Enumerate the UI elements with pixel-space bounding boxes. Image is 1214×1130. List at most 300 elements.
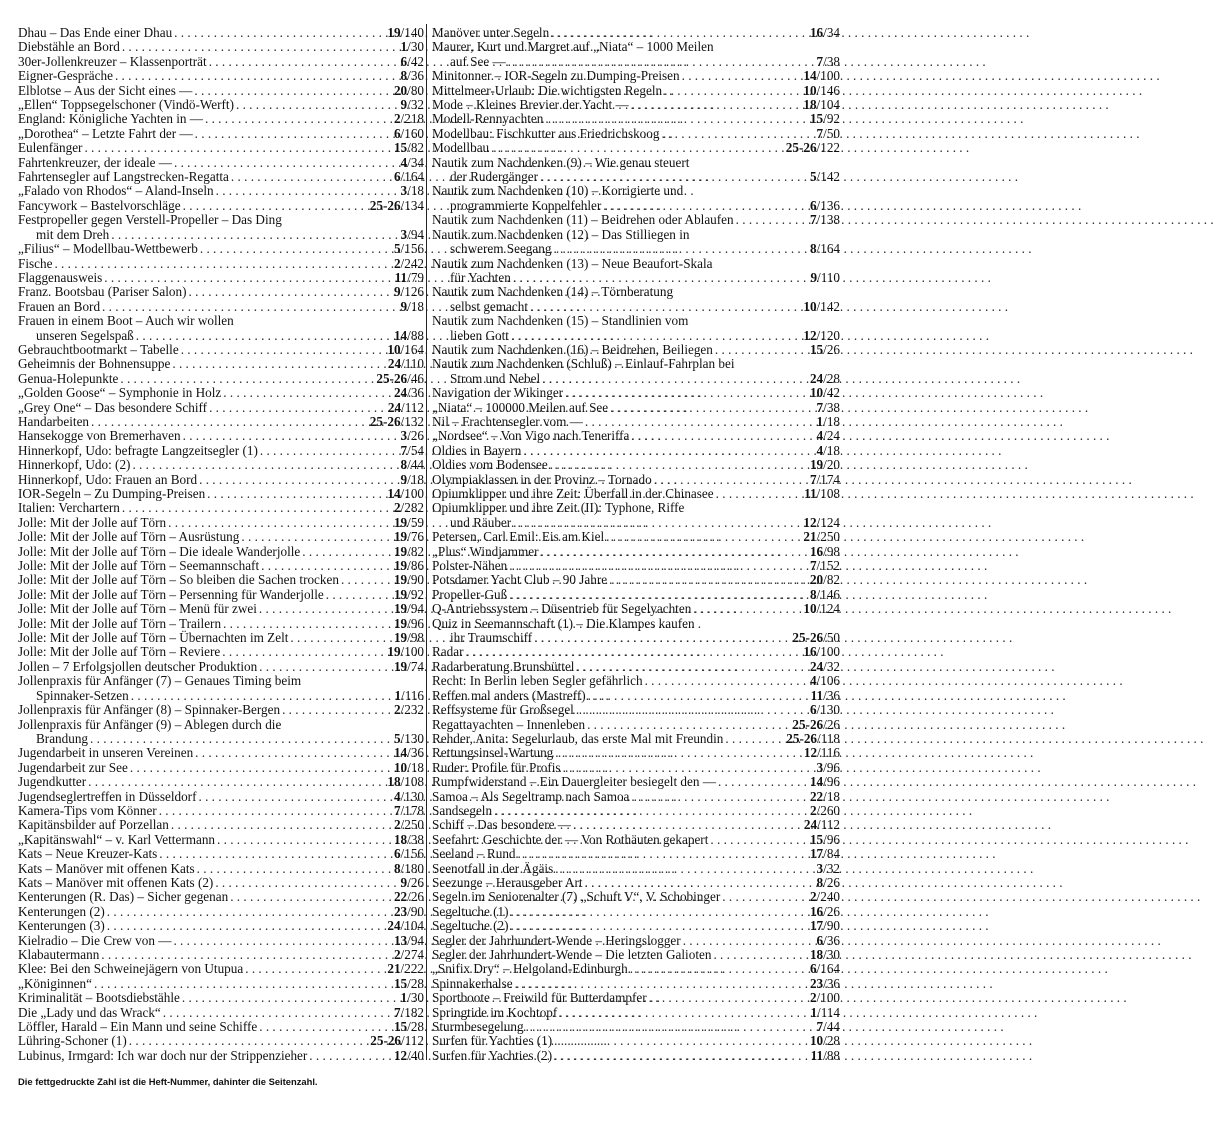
issue-page-ref <box>810 343 840 357</box>
issue-page-ref <box>394 588 424 602</box>
entry-title: Nautik zum Nachdenken (15) – Standlinien vom <box>432 313 689 329</box>
dot-leader <box>509 329 803 343</box>
entry-title: lieben Gott <box>450 327 509 343</box>
separator: / <box>823 759 827 775</box>
separator: / <box>823 25 827 40</box>
issue-number: 23 <box>393 903 408 919</box>
index-entry <box>18 516 424 530</box>
page-number: 274 <box>404 947 424 962</box>
index-entry <box>18 1006 424 1020</box>
separator: / <box>407 586 411 602</box>
page-number: 282 <box>404 500 424 516</box>
dot-leader <box>193 127 394 141</box>
separator: / <box>817 1004 821 1020</box>
page-number: 90 <box>410 572 424 588</box>
entry-title: Rettungsinsel-Wartung <box>432 745 554 761</box>
separator: / <box>817 269 821 285</box>
entry-title: Propeller-Guß <box>432 586 508 602</box>
issue-number: 20 <box>809 572 824 588</box>
separator: / <box>407 183 411 199</box>
issue-page-ref <box>817 862 840 876</box>
index-entry <box>432 386 840 400</box>
issue-number: 25-26 <box>786 730 818 746</box>
page-number: 138 <box>820 212 840 228</box>
entry-title: Modellbau <box>432 140 490 156</box>
page-number: 26 <box>410 874 424 890</box>
issue-number: 6 <box>393 846 401 862</box>
page-number: 96 <box>826 831 840 847</box>
dot-leader <box>157 847 394 861</box>
page-number: 140 <box>404 25 424 40</box>
dot-leader <box>629 429 816 443</box>
issue-number: 2 <box>393 500 401 516</box>
separator: / <box>816 529 821 545</box>
page-number: 136 <box>820 197 840 213</box>
entry-title: Jolle: Mit der Jolle auf Törn – Persenning für Wanderjolle <box>18 586 324 602</box>
issue-page-ref <box>370 1034 424 1048</box>
page-number: 26 <box>410 428 424 444</box>
index-entry <box>18 257 424 271</box>
dot-leader <box>203 112 394 126</box>
entry-title: Manöver unter Segeln <box>432 25 550 40</box>
page-number: 134 <box>404 197 424 213</box>
issue-page-ref <box>810 199 840 213</box>
issue-page-ref <box>394 689 424 703</box>
entry-title: „Golden Goose“ – Symphonie in Holz <box>18 385 222 401</box>
entry-title: Hinnerkopf, Udo: befragte Langzeitsegler (1) <box>18 442 258 458</box>
page-number: 112 <box>404 1033 424 1049</box>
index-entry <box>432 934 840 948</box>
issue-number: 17 <box>809 918 824 934</box>
page-number: 24 <box>826 428 840 444</box>
issue-page-ref <box>810 660 840 674</box>
separator: / <box>407 1047 411 1063</box>
issue-number: 8 <box>400 457 408 473</box>
index-entry <box>432 833 840 847</box>
page-number: 164 <box>820 241 840 257</box>
dot-leader <box>680 69 804 83</box>
issue-number: 25-26 <box>792 716 824 732</box>
page-number: 79 <box>410 269 424 285</box>
index-entry <box>432 40 840 69</box>
index-entry <box>432 645 840 659</box>
issue-number: 3 <box>816 759 824 775</box>
separator: / <box>400 1004 405 1020</box>
issue-number: 25-26 <box>376 370 408 386</box>
page-number: 174 <box>820 471 840 487</box>
page-number: 18 <box>410 183 424 199</box>
index-entry <box>18 487 424 501</box>
entry-title: Jugendarbeit in unseren Vereinen <box>18 745 194 761</box>
issue-number: 14 <box>803 68 817 84</box>
page-number: 94 <box>410 601 424 617</box>
entry-title: „Dorothea“ – Letzte Fahrt der –– <box>18 125 193 141</box>
entry-title: Segeltuche (1) <box>432 903 509 919</box>
issue-number: 14 <box>393 327 408 343</box>
separator: / <box>400 846 405 862</box>
dot-leader <box>257 660 394 674</box>
page-number: 50 <box>826 630 840 646</box>
index-entry <box>18 300 424 314</box>
page-number: 96 <box>826 774 840 790</box>
issue-number: 12 <box>393 1047 408 1063</box>
page-number: 28 <box>826 1033 840 1049</box>
issue-number: 24 <box>387 399 402 415</box>
separator: / <box>816 802 821 818</box>
separator: / <box>823 442 827 458</box>
index-entry <box>432 401 840 415</box>
page-number: 104 <box>404 918 424 934</box>
entry-title: Kats – Neue Kreuzer-Kats <box>18 846 158 862</box>
issue-number: 6 <box>393 125 401 141</box>
index-entry <box>432 703 840 717</box>
issue-number: 6 <box>809 197 817 213</box>
separator: / <box>816 327 821 343</box>
issue-page-ref <box>817 415 840 429</box>
dot-leader <box>629 98 804 112</box>
issue-page-ref <box>370 415 424 429</box>
dot-leader <box>239 530 394 544</box>
entry-title: Nautik zum Nachdenken (9) – Wie genau steuert <box>432 154 690 170</box>
page-number: 178 <box>404 802 424 818</box>
separator: / <box>823 1047 827 1063</box>
entry-title: Oldies in Bayern <box>432 442 522 458</box>
issue-page-ref <box>803 300 840 314</box>
index-entry <box>18 761 424 775</box>
page-number: 100 <box>404 644 424 660</box>
page-number: 100 <box>404 486 424 501</box>
dot-leader <box>205 487 387 501</box>
index-entry <box>18 1020 424 1034</box>
issue-page-ref <box>811 689 840 703</box>
dot-leader <box>52 257 394 271</box>
page-number: 156 <box>404 241 424 257</box>
dot-leader <box>128 761 394 775</box>
page-number: 44 <box>410 457 424 473</box>
dot-leader <box>215 833 394 847</box>
issue-number: 16 <box>809 543 824 559</box>
issue-number: 9 <box>400 874 408 890</box>
entry-title: Jollen – 7 Erfolgsjollen deutscher Produktion <box>18 658 258 674</box>
dot-leader <box>179 343 388 357</box>
index-entry <box>432 905 840 919</box>
index-entry <box>432 112 840 126</box>
dot-leader <box>99 948 394 962</box>
entry-title: „Plus“ Windjammer <box>432 543 539 559</box>
entry-title: Rumpfwiderstand – Ein Dauergleiter besiegelt den –– <box>432 774 716 790</box>
index-entry <box>432 674 840 688</box>
index-entry <box>432 213 840 227</box>
dot-leader <box>543 112 810 126</box>
issue-number: 4 <box>816 428 824 444</box>
issue-page-ref <box>394 761 424 775</box>
dot-leader <box>585 718 792 732</box>
issue-number: 25-26 <box>785 140 817 156</box>
issue-page-ref <box>811 1049 840 1063</box>
index-entry <box>432 660 840 674</box>
issue-number: 4 <box>400 154 408 170</box>
dot-leader <box>489 141 786 155</box>
entry-title: „Snifix Dry“ – Helgoland-Edinburgh <box>432 961 628 977</box>
index-entry <box>18 285 424 299</box>
issue-page-ref <box>810 991 840 1005</box>
separator: / <box>400 111 405 127</box>
entry-title: Modell-Rennyachten <box>432 111 544 127</box>
page-number: 96 <box>410 615 424 631</box>
separator: / <box>823 341 827 357</box>
issue-number: 14 <box>393 745 408 761</box>
entry-title: Fahrtenkreuzer, der ideale –– <box>18 154 172 170</box>
page-number: 100 <box>820 644 840 660</box>
page-number: 126 <box>404 284 424 300</box>
issue-number: 19 <box>393 586 408 602</box>
entry-title: „Falado von Rhodos“ – Aland-Inseln <box>18 183 214 199</box>
entry-title: Petersen, Carl Emil: Eis am Kiel <box>432 529 605 545</box>
issue-page-ref <box>394 530 424 544</box>
index-entry <box>432 357 840 386</box>
index-entry <box>18 386 424 400</box>
entry-title: Italien: Verchartern <box>18 500 120 516</box>
entry-title: Hinnerkopf, Udo: Frauen an Bord <box>18 471 198 487</box>
index-entry <box>432 487 840 501</box>
index-entry <box>18 977 424 991</box>
entry-title: Radar <box>432 644 464 660</box>
dot-leader <box>561 761 817 775</box>
separator: / <box>823 932 827 948</box>
dot-leader <box>243 962 387 976</box>
dot-leader <box>105 905 394 919</box>
issue-number: 19 <box>387 644 401 660</box>
entry-title: Geheimnis der Bohnensuppe <box>18 356 171 372</box>
index-entry <box>18 501 424 515</box>
page-number: 250 <box>404 817 424 833</box>
issue-number: 13 <box>393 932 408 948</box>
index-entry <box>18 98 424 112</box>
issue-page-ref <box>394 127 424 141</box>
page-number: 142 <box>820 298 840 314</box>
entry-title: Mittelmeer-Urlaub: Die wichtigsten Regeln <box>432 82 663 98</box>
dot-leader <box>120 40 401 54</box>
page-number: 80 <box>410 82 424 98</box>
issue-number: 23 <box>809 975 824 991</box>
separator: / <box>407 932 411 948</box>
issue-number: 19 <box>393 514 408 530</box>
issue-page-ref <box>803 329 840 343</box>
separator: / <box>401 687 405 703</box>
page-number: 84 <box>826 846 840 862</box>
index-entry <box>432 228 840 257</box>
issue-page-ref <box>810 790 840 804</box>
index-entry <box>432 69 840 83</box>
issue-page-ref <box>394 242 424 256</box>
page-number: 32 <box>826 860 840 876</box>
issue-page-ref <box>394 890 424 904</box>
entry-title: Nautik zum Nachdenken (10) – Korrigierte und <box>432 183 684 199</box>
separator: / <box>407 630 411 646</box>
index-entry <box>18 357 424 371</box>
page-number: 42 <box>826 385 840 401</box>
issue-number: 1 <box>400 990 408 1006</box>
issue-number: 7 <box>809 471 817 487</box>
separator: / <box>823 125 827 141</box>
column-divider <box>426 24 427 1060</box>
dot-leader <box>181 199 370 213</box>
issue-page-ref <box>394 1049 424 1063</box>
separator: / <box>816 673 821 689</box>
dot-leader <box>647 991 810 1005</box>
page-number: 44 <box>826 1019 840 1035</box>
dot-leader <box>234 98 401 112</box>
issue-number: 10 <box>809 1033 824 1049</box>
index-entry <box>432 718 840 732</box>
separator: / <box>816 644 821 660</box>
index-entry <box>18 1034 424 1048</box>
index-entry <box>18 602 424 616</box>
issue-page-ref <box>401 444 424 458</box>
page-number: 36 <box>410 745 424 761</box>
dot-leader <box>532 631 792 645</box>
page-number: 110 <box>404 356 424 372</box>
issue-number: 21 <box>803 529 817 545</box>
issue-number: 14 <box>809 774 824 790</box>
issue-number: 11 <box>810 1047 824 1063</box>
issue-page-ref <box>803 516 840 530</box>
dot-leader <box>258 444 401 458</box>
page-number: 182 <box>404 1004 424 1020</box>
entry-title: Nautik zum Nachdenken (16) – Beidrehen, Beiliegen <box>432 341 713 357</box>
separator: / <box>817 730 821 746</box>
separator: / <box>817 745 821 761</box>
page-number: 130 <box>404 730 424 746</box>
issue-number: 8 <box>809 241 817 257</box>
separator: / <box>400 961 405 977</box>
index-entry <box>432 84 840 98</box>
separator: / <box>400 25 405 40</box>
index-entry <box>432 862 840 876</box>
issue-number: 20 <box>393 82 408 98</box>
separator: / <box>407 471 411 487</box>
issue-number: 6 <box>809 702 817 718</box>
entry-title: Nil – Frachtensegler vom –– <box>432 413 583 429</box>
page-number: 36 <box>410 385 424 401</box>
page-number: 98 <box>826 543 840 559</box>
issue-number: 8 <box>393 860 401 876</box>
issue-page-ref <box>394 703 424 717</box>
separator: / <box>816 514 821 530</box>
dot-leader <box>280 703 394 717</box>
index-entry <box>18 40 424 54</box>
separator: / <box>407 990 411 1006</box>
index-entry <box>18 84 424 98</box>
entry-title: Klee: Bei den Schweinejägern von Utupua <box>18 961 244 977</box>
issue-number: 1 <box>394 687 402 703</box>
issue-page-ref <box>376 372 424 386</box>
dot-leader <box>539 545 810 559</box>
issue-page-ref <box>394 977 424 991</box>
issue-page-ref <box>387 775 424 789</box>
separator: / <box>407 572 411 588</box>
entry-title: Nautik zum Nachdenken (13) – Neue Beaufort-Skala <box>432 255 713 271</box>
entry-title: Rehder, Anita: Segelurlaub, das erste Mal mit Freundin <box>432 730 724 746</box>
dot-leader <box>171 934 394 948</box>
dot-leader <box>540 372 810 386</box>
index-entry <box>432 184 840 213</box>
entry-title: unseren Segelspaß <box>36 327 134 343</box>
entry-title: Reffsysteme für Großsegel <box>432 702 574 718</box>
dot-leader <box>574 660 809 674</box>
dot-leader <box>538 170 810 184</box>
entry-title: Jolle: Mit der Jolle auf Törn – So bleiben die Sachen trocken <box>18 572 339 588</box>
separator: / <box>400 255 405 271</box>
issue-number: 6 <box>809 961 817 977</box>
separator: / <box>400 918 405 934</box>
separator: / <box>407 68 411 84</box>
entry-title: Diebstähle an Bord <box>18 39 120 55</box>
issue-page-ref <box>401 473 424 487</box>
dot-leader <box>257 1020 394 1034</box>
issue-page-ref <box>394 732 424 746</box>
page-number: 36 <box>826 975 840 991</box>
index-entry <box>18 401 424 415</box>
page-number: 26 <box>826 903 840 919</box>
page-number: 250 <box>820 529 840 545</box>
index-entry <box>432 617 840 646</box>
dot-leader <box>553 862 816 876</box>
entry-title: Jolle: Mit der Jolle auf Törn – Übernachten im Zelt <box>18 630 289 646</box>
separator: / <box>407 39 411 55</box>
issue-page-ref <box>817 429 840 443</box>
dot-leader <box>288 631 394 645</box>
entry-title: Kamera-Tips vom Könner <box>18 802 157 818</box>
entry-title: „Grey One“ – Das besondere Schiff <box>18 399 208 415</box>
page-number: 242 <box>404 255 424 271</box>
page-number: 100 <box>820 990 840 1006</box>
index-entry <box>432 977 840 991</box>
issue-page-ref <box>394 501 424 515</box>
entry-title: Frauen an Bord <box>18 298 101 314</box>
separator: / <box>823 831 827 847</box>
entry-title: Kenterungen (2) <box>18 903 105 919</box>
separator: / <box>407 140 411 156</box>
separator: / <box>823 687 827 703</box>
issue-page-ref <box>810 703 840 717</box>
index-entry <box>18 718 424 747</box>
issue-page-ref <box>395 271 424 285</box>
entry-title: mit dem Dreh <box>36 226 110 242</box>
index-entry <box>432 545 840 559</box>
page-number: 156 <box>404 846 424 862</box>
index-entry <box>432 257 840 286</box>
page-number: 82 <box>410 543 424 559</box>
index-entry <box>432 1034 840 1048</box>
issue-number: 9 <box>400 298 408 314</box>
entry-title: Franz. Bootsbau (Pariser Salon) <box>18 284 187 300</box>
index-entry <box>432 1020 840 1034</box>
dot-leader <box>181 429 401 443</box>
index-entry <box>18 458 424 472</box>
issue-number: 10 <box>393 759 408 775</box>
separator: / <box>823 1033 827 1049</box>
separator: / <box>407 226 411 242</box>
page-number: 232 <box>404 702 424 718</box>
dot-leader <box>507 588 810 602</box>
dot-leader <box>571 818 804 832</box>
index-entry <box>18 876 424 890</box>
dot-leader <box>553 746 804 760</box>
issue-page-ref <box>810 473 840 487</box>
issue-page-ref <box>394 602 424 616</box>
index-entry <box>18 271 424 285</box>
